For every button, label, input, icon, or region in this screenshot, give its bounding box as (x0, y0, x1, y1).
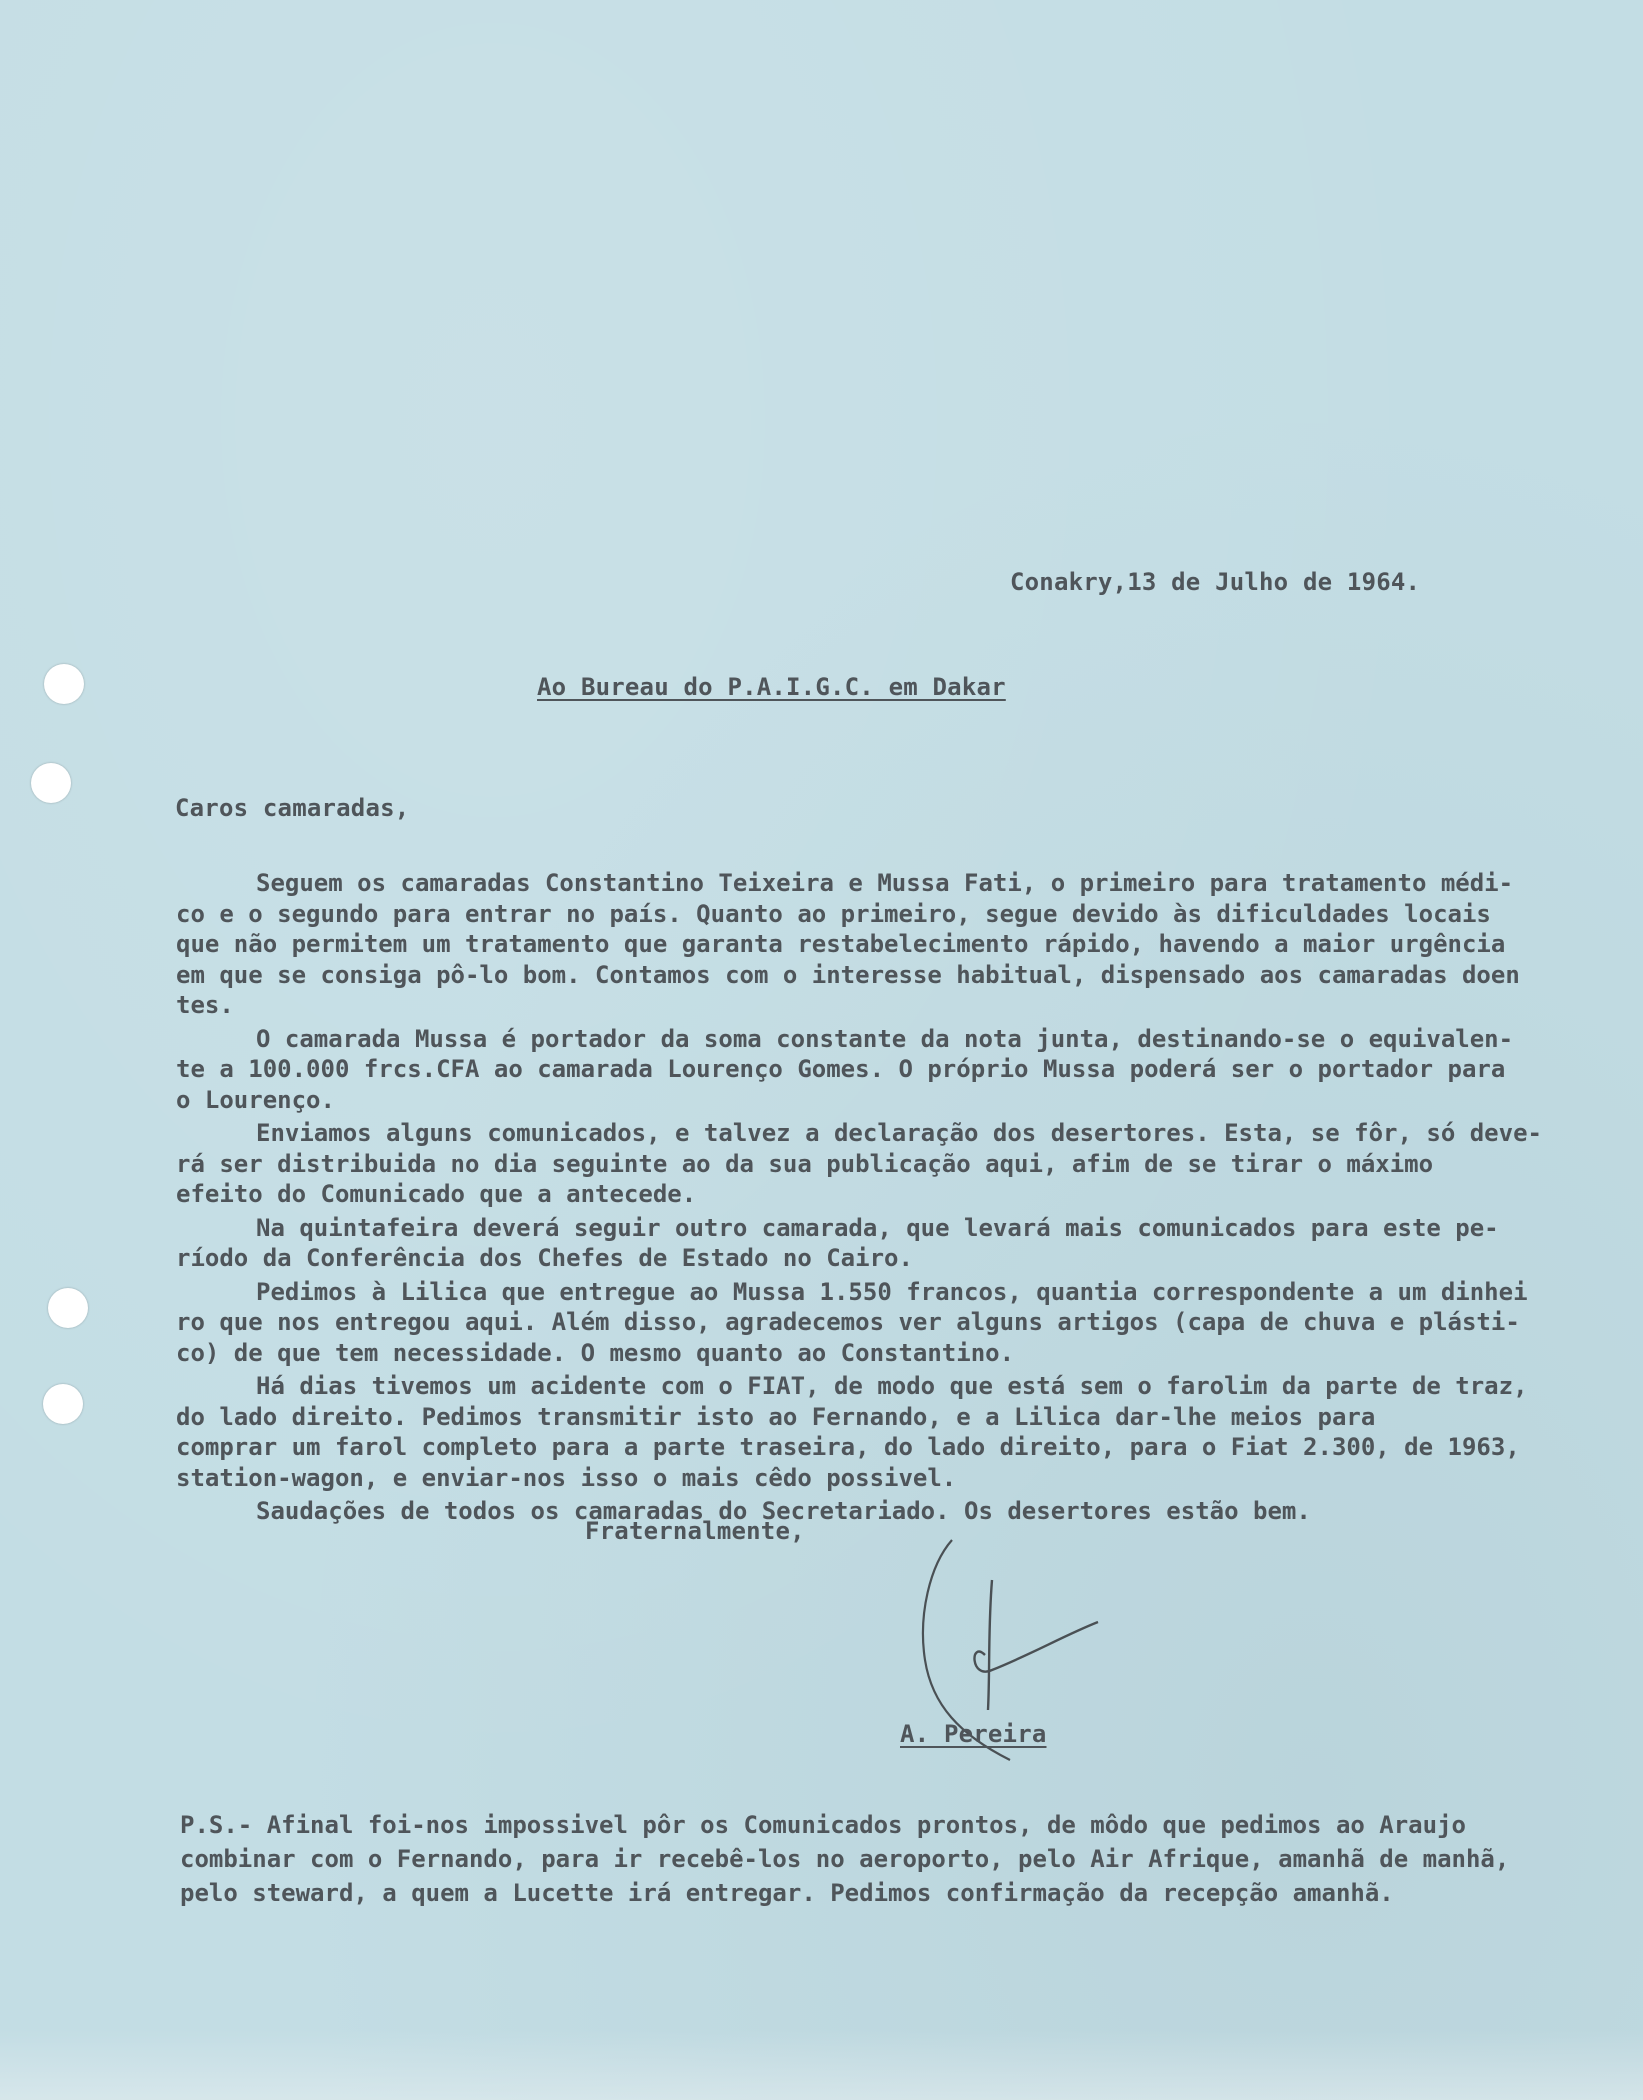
paragraph: Há dias tivemos um acidente com o FIAT, de modo que está sem o farolim da parte de traz, do lado direito. Pedimos transmitir isto ao Fernando, e a Lilica dar-lhe meios para comprar um farol completo para a parte traseira, do lado direito, para o Fiat 2.300, de 1963, station-wagon, e enviar-nos isso o mais cêdo possivel. (176, 1372, 1528, 1492)
paragraph: Seguem os camaradas Constantino Teixeira e Mussa Fati, o primeiro para tratamento médi- co e o segundo para entrar no país. Quanto ao primeiro, segue devido às dificuldades locais que não permitem um tratamento que garanta restabelecimento rápido, havendo a maior urgência em que se consiga pô-lo bom. Contamos com o interesse habitual, dispensado aos camaradas doen tes. (176, 869, 1520, 1019)
signatory-name: A. Pereira (900, 1720, 1047, 1748)
letter-date: Conakry,13 de Julho de 1964. (1010, 568, 1421, 596)
punch-hole (43, 1384, 83, 1424)
letter-body (176, 868, 1626, 1530)
letter-closing: Fraternalmente, (585, 1517, 805, 1545)
paper-edge (0, 2030, 1643, 2100)
punch-hole (31, 763, 71, 803)
paragraph: Na quintafeira deverá seguir outro camarada, que levará mais comunicados para este pe- ríodo da Conferência dos Chefes de Estado no Cairo. (176, 1213, 1499, 1272)
punch-hole (44, 664, 84, 704)
paragraph: Pedimos à Lilica que entregue ao Mussa 1.550 francos, quantia correspondente a um dinhei ro que nos entregou aqui. Além disso, agradecemos ver alguns artigos (capa de chuva e plásti- co) de que tem necessidade. O mesmo quanto ao Constantino. (176, 1277, 1528, 1367)
paragraph: Saudações de todos os camaradas do Secretariado. Os desertores estão bem. (256, 1497, 1311, 1525)
postscript: P.S.- Afinal foi-nos impossivel pôr os Comunicados prontos, de môdo que pedimos ao Araujo combinar com o Fernando, para ir recebê-los no aeroporto, pelo Air Afrique, amanhã de manhã, pelo steward, a quem a Lucette irá entregar. Pedimos confirmação da recepção amanhã. (180, 1811, 1510, 1907)
letter-salutation: Caros camaradas, (175, 794, 410, 822)
paragraph: O camarada Mussa é portador da soma constante da nota junta, destinando-se o equivalen- te a 100.000 frcs.CFA ao camarada Lourenço Gomes. O próprio Mussa poderá ser o portador para o Lourenço. (176, 1024, 1514, 1114)
letter-addressee: Ao Bureau do P.A.I.G.C. em Dakar (537, 673, 1006, 701)
punch-hole (48, 1288, 88, 1328)
paragraph: Enviamos alguns comunicados, e talvez a declaração dos desertores. Esta, se fôr, só deve- rá ser distribuida no dia seguinte ao da sua publicação aqui, afim de se tirar o máximo efeito do Comunicado que a antecede. (176, 1119, 1542, 1208)
